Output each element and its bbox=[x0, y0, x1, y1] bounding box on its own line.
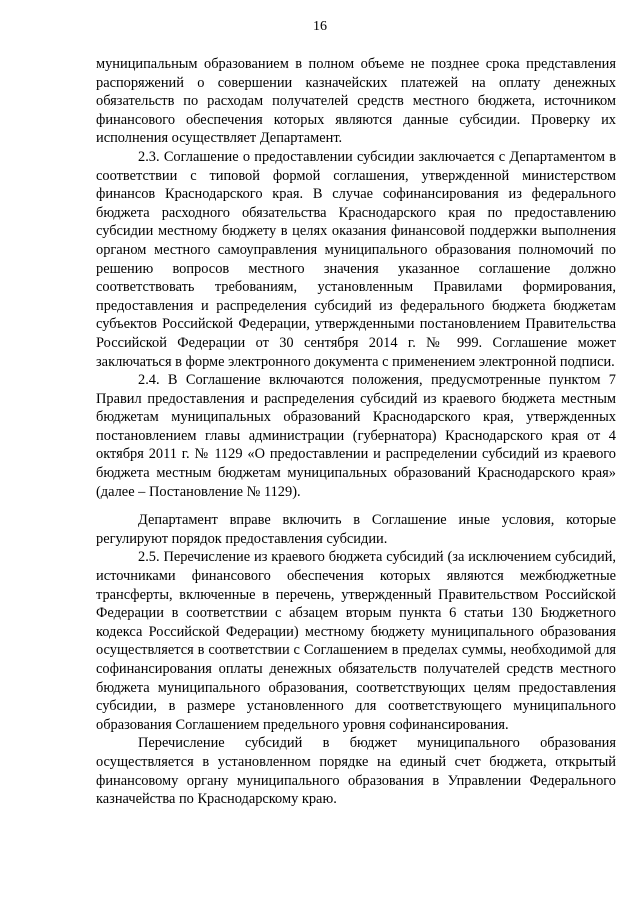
paragraph-continuation: муниципальным образованием в полном объеме не позднее срока представления распоряжений о совершении казначейских платежей на оплату денежных обязательств по расходам получателей средств местного бюджета, источником финансового обеспечения которых являются данные субсидии. Проверку их исполнения осуществляет Департамент. bbox=[96, 56, 616, 147]
page-number: 16 bbox=[313, 19, 327, 34]
paragraph-2-5: 2.5. Перечисление из краевого бюджета субсидий (за исключением субсидий, источниками финансового обеспечения которых являются межбюджетные трансферты, включенные в перечень, утвержденный Правительством Российской Федерации в соответствии с абзацем вторым пункта 6 статьи 130 Бюджетного кодекса Российской Федерации) местному бюджету муниципального образования осуществляется в соответствии с Соглашением в пределах суммы, необходимой для софинансирования оплаты денежных обязательств получателей средств местного бюджета муниципального образования, соответствующих целям предоставления субсидии, в размере установленного для соответствующего муниципального образования Соглашением предельного уровня софинансирования. bbox=[96, 549, 616, 733]
paragraph-2-3: 2.3. Соглашение о предоставлении субсидии заключается с Департаментом в соответствии с типовой формой соглашения, утвержденной министерством финансов Краснодарского края. В случае софинансирования из федерального бюджета расходного обязательства Краснодарского края по предоставлению субсидии местному бюджету в целях оказания финансовой поддержки выполнения органом местного самоуправления муниципального образования полномочий по решению вопросов местного значения указанное соглашение должно соответствовать требованиям, установленным Правилами формирования, предоставления и распределения субсидий из федерального бюджета бюджетам субъектов Российской Федерации, утвержденными постановлением Правительства Российской Федерации от 30 сентября 2014 г. № 999. Соглашение может заключаться в форме электронного документа с применением электронной подписи. bbox=[96, 148, 616, 370]
document-body bbox=[96, 55, 616, 809]
paragraph-2-4: 2.4. В Соглашение включаются положения, предусмотренные пунктом 7 Правил предоставления и распределения субсидий из краевого бюджета местным бюджетам муниципальных образований Краснодарского края, утвержденных постановлением главы администрации (губернатора) Краснодарского края от 4 октября 2011 г. № 1129 «О предоставлении и распределении субсидий из краевого бюджета местным бюджетам муниципальных образований Краснодарского края» (далее – Постановление № 1129). bbox=[96, 372, 616, 500]
paragraph-department-conditions: Департамент вправе включить в Соглашение иные условия, которые регулируют порядок предоставления субсидии. bbox=[96, 512, 616, 547]
paragraph-transfer-account: Перечисление субсидий в бюджет муниципального образования осуществляется в установленном порядке на единый счет бюджета, открытый финансовому органу муниципального образования в Управлении Федерального казначейства по Краснодарскому краю. bbox=[96, 735, 616, 808]
